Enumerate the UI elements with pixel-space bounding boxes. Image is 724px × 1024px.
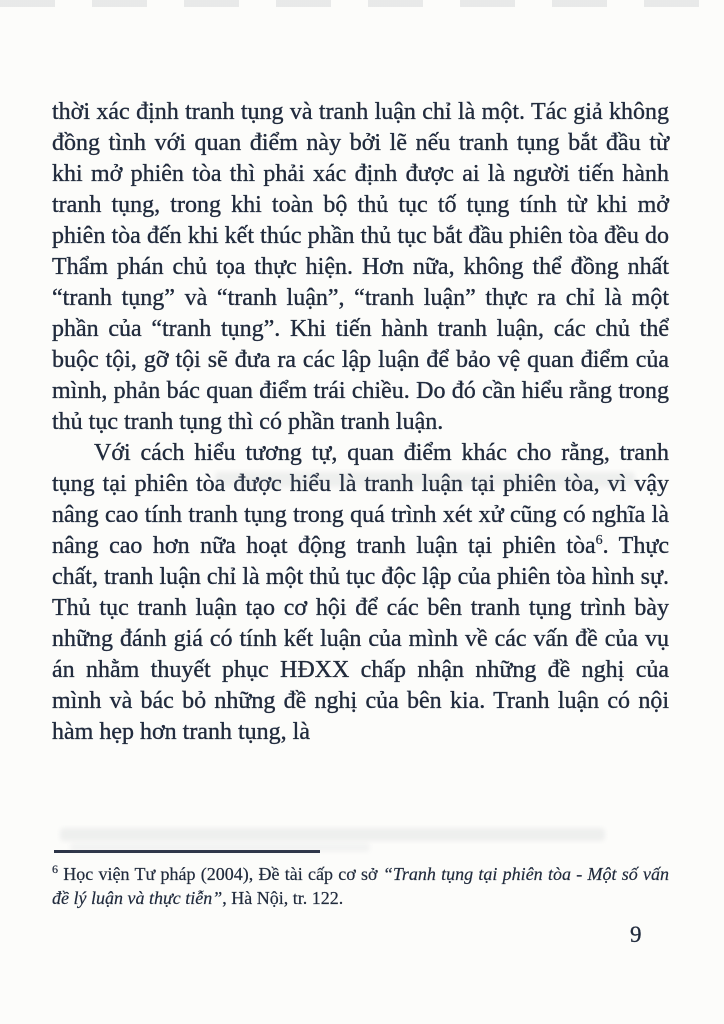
paragraph-2 [52, 438, 669, 748]
bleedthrough-artifact [60, 828, 605, 841]
footnote-tail: , Hà Nội, tr. 122. [222, 888, 344, 908]
footnote-text [52, 862, 669, 910]
paragraph-1: thời xác định tranh tụng và tranh luận chỉ là một. Tác giả không đồng tình với quan điểm này bởi lẽ nếu tranh tụng bắt đầu từ khi mở phiên tòa thì phải xác định được ai là người tiến hành tranh tụng, trong khi toàn bộ thủ tục tố tụng tính từ khi mở phiên tòa đến khi kết thúc phần thủ tục bắt đầu phiên tòa đều do Thẩm phán chủ tọa thực hiện. Hơn nữa, không thể đồng nhất “tranh tụng” và “tranh luận”, “tranh luận” thực ra chỉ là một phần của “tranh tụng”. Khi tiến hành tranh luận, các chủ thể buộc tội, gỡ tội sẽ đưa ra các lập luận để bảo vệ quan điểm của mình, phản bác quan điểm trái chiều. Do đó cần hiểu rằng trong thủ tục tranh tụng thì có phần tranh luận. [52, 99, 669, 435]
paragraph-2-continued: . Thực chất, tranh luận chỉ là một thủ tục độc lập của phiên tòa hình sự. Thủ tục tranh luận tạo cơ hội để các bên tranh tụng trình bày những đánh giá có tính kết luận của mình về các vấn đề của vụ án nhằm thuyết phục HĐXX chấp nhận những đề nghị của mình và bác bỏ những đề nghị của bên kia. Tranh luận có nội hàm hẹp hơn tranh tụng, là [52, 533, 670, 745]
footnote-title-italic: “Tranh tụng tại phiên tòa - Một số vấn đề lý luận và thực tiễn” [52, 864, 670, 908]
footnote-area [52, 850, 669, 910]
footnote-marker: 6 [52, 862, 58, 876]
footnote-separator-rule [54, 850, 320, 853]
page-number: 9 [630, 922, 642, 947]
scan-artifact-top [0, 0, 724, 7]
footnote-source: Học viện Tư pháp (2004), Đề tài cấp cơ sở [58, 864, 383, 884]
paragraph-2-text: Với cách hiểu tương tự, quan điểm khác cho rằng, tranh tụng tại phiên tòa được hiểu là tranh luận tại phiên tòa, vì vậy nâng cao tính tranh tụng trong quá trình xét xử cũng có nghĩa là nâng cao hơn nữa hoạt động tranh luận tại phiên tòa [52, 440, 669, 559]
footnote-reference-marker: 6 [595, 533, 603, 548]
page-body-text [52, 97, 669, 748]
